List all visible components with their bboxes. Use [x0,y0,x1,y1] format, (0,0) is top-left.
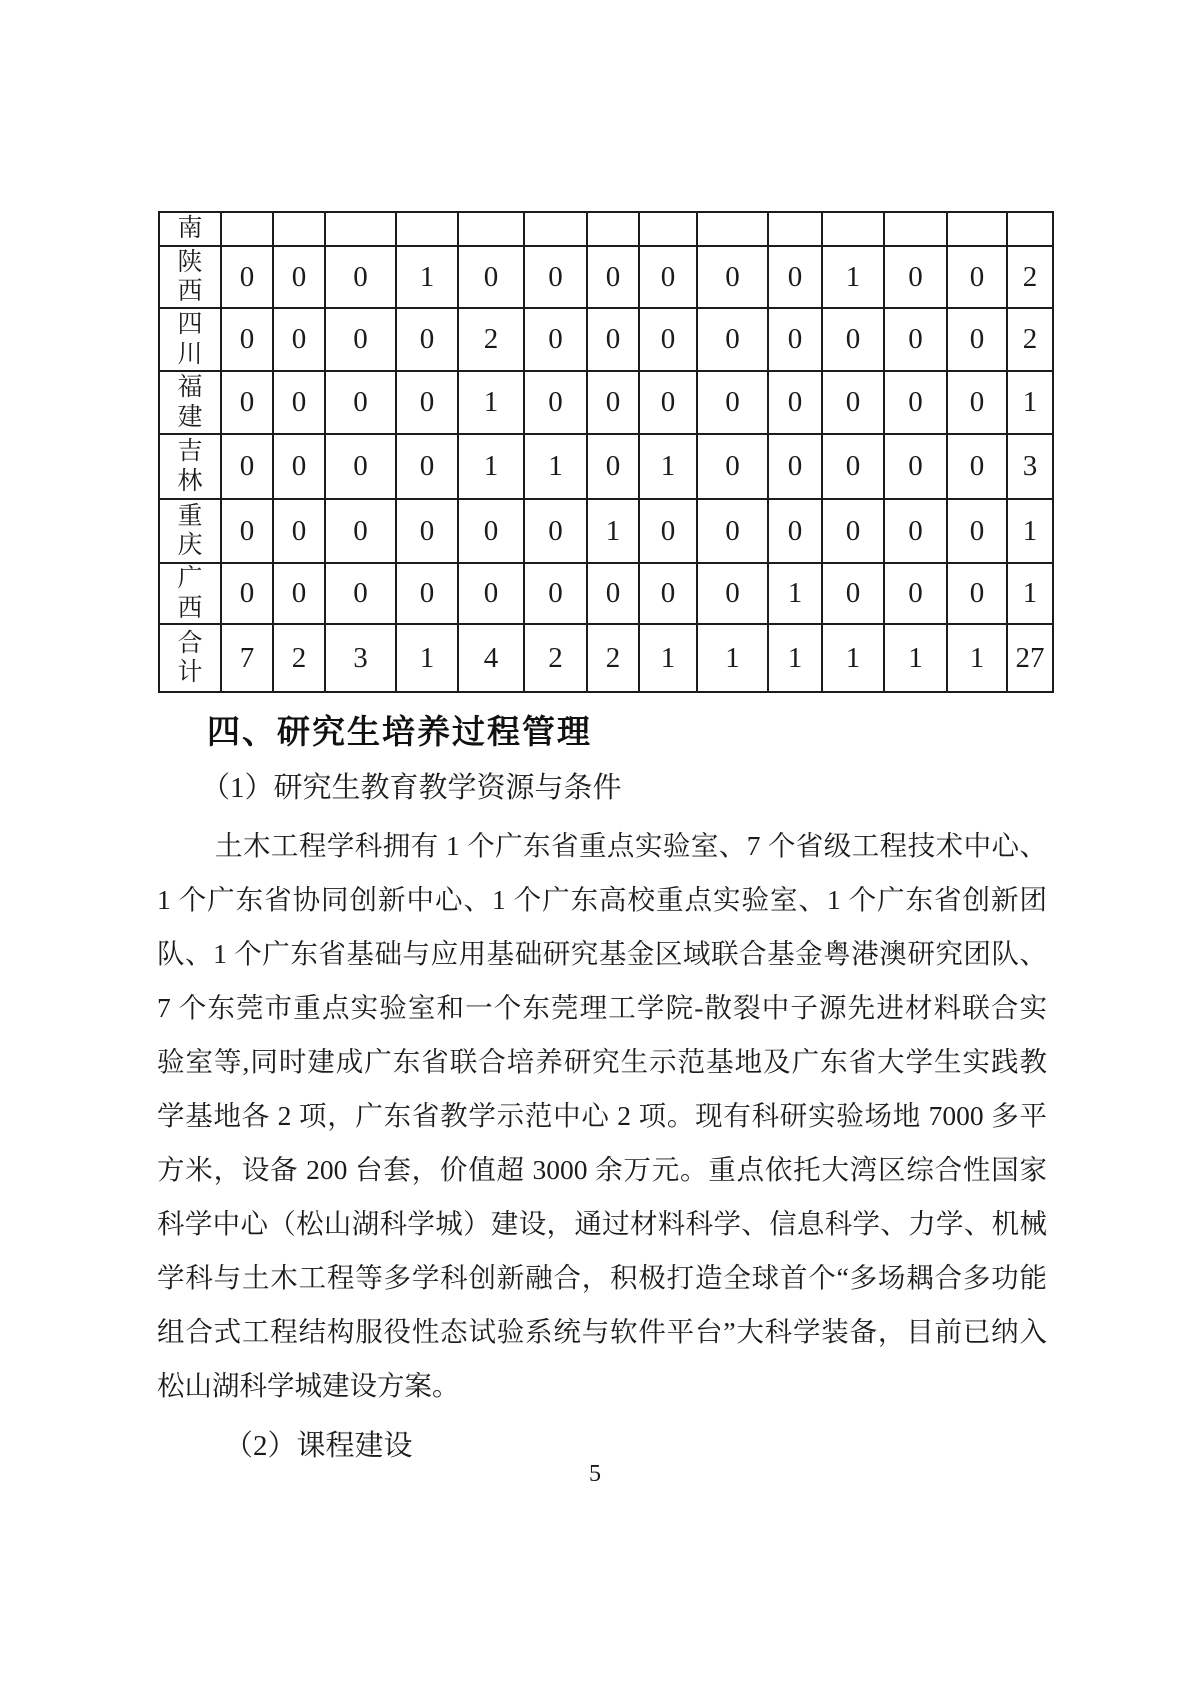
table-cell: 2 [273,624,325,692]
table-cell: 1 [639,434,697,499]
table-cell: 0 [458,499,524,563]
table-cell: 0 [768,371,822,434]
table-cell: 1 [458,371,524,434]
table-cell [587,212,639,246]
paragraph-line: 土木工程学科拥有 1 个广东省重点实验室、7 个省级工程技术中心、 [215,830,1047,861]
table-cell [1007,212,1053,246]
table-cell: 0 [273,499,325,563]
table-cell: 0 [947,499,1007,563]
table-cell: 1 [768,624,822,692]
table-cell: 1 [396,624,458,692]
table-cell: 0 [273,371,325,434]
table-cell: 1 [1007,371,1053,434]
table-row [159,371,1053,434]
table-cell: 0 [273,246,325,308]
table-cell: 0 [524,308,587,371]
table-cell: 0 [273,563,325,624]
table-cell: 0 [697,499,768,563]
table-cell: 0 [947,434,1007,499]
table-cell: 0 [697,308,768,371]
table-cell: 0 [325,371,396,434]
table-cell: 1 [524,434,587,499]
table-cell [639,212,697,246]
table-cell: 2 [524,624,587,692]
table-cell: 1 [947,624,1007,692]
table-cell [273,212,325,246]
table-cell: 1 [1007,563,1053,624]
table-cell: 0 [768,308,822,371]
table-cell: 1 [396,246,458,308]
table-cell: 0 [221,371,273,434]
table-cell: 0 [524,371,587,434]
table-cell: 0 [221,499,273,563]
table-cell: 0 [587,308,639,371]
table-cell: 0 [639,499,697,563]
table-cell: 0 [221,246,273,308]
table-cell: 0 [822,499,884,563]
table-cell: 0 [396,499,458,563]
section-heading: 四、研究生培养过程管理 [207,713,592,750]
table-row [159,434,1053,499]
table-cell: 0 [884,499,947,563]
table-cell: 0 [273,434,325,499]
table-cell: 0 [884,434,947,499]
table-cell: 0 [884,563,947,624]
table-cell: 0 [221,308,273,371]
table-row-label: 吉林 [159,434,221,499]
table-cell: 0 [768,499,822,563]
table-row-label: 南 [159,212,221,246]
table-cell: 0 [325,434,396,499]
body-paragraph [157,819,1047,1413]
table-cell: 1 [768,563,822,624]
table-cell: 0 [396,563,458,624]
table-cell: 0 [524,563,587,624]
paragraph-line: 松山湖科学城建设方案。 [157,1370,460,1401]
paragraph-line: 科学中心（松山湖科学城）建设，通过材料科学、信息科学、力学、机械 [157,1208,1047,1239]
table-cell: 2 [1007,246,1053,308]
table-row [159,624,1053,692]
table-cell: 1 [822,246,884,308]
table-row [159,308,1053,371]
table-cell: 0 [221,563,273,624]
table-cell: 0 [639,246,697,308]
table-cell: 0 [947,246,1007,308]
table-cell: 0 [822,308,884,371]
table-cell: 0 [273,308,325,371]
table-row [159,212,1053,246]
table-cell: 0 [768,434,822,499]
table-cell: 1 [697,624,768,692]
table-row [159,499,1053,563]
table-cell [697,212,768,246]
table-cell: 1 [458,434,524,499]
table-cell: 27 [1007,624,1053,692]
table-cell: 3 [325,624,396,692]
table-row [159,246,1053,308]
table-cell: 0 [587,563,639,624]
table-cell: 1 [1007,499,1053,563]
table-cell: 0 [524,246,587,308]
table-cell: 0 [325,308,396,371]
paragraph-line: 方米，设备 200 台套，价值超 3000 余万元。重点依托大湾区综合性国家 [157,1154,1047,1185]
paragraph-line: 队、1 个广东省基础与应用基础研究基金区域联合基金粤港澳研究团队、 [157,938,1047,969]
table-cell: 0 [768,246,822,308]
table-cell: 0 [325,499,396,563]
table-cell: 2 [1007,308,1053,371]
table-cell: 0 [884,371,947,434]
table-cell [221,212,273,246]
table-row-label: 重庆 [159,499,221,563]
table-cell: 0 [587,246,639,308]
table-cell: 0 [639,563,697,624]
table-cell [884,212,947,246]
subheading-resources: （1）研究生教育教学资源与条件 [201,772,622,804]
table-cell: 1 [639,624,697,692]
subheading-courses: （2）课程建设 [224,1430,413,1462]
table-cell: 0 [884,246,947,308]
table-row-label: 陕西 [159,246,221,308]
table-cell: 0 [884,308,947,371]
paragraph-line: 学基地各 2 项，广东省教学示范中心 2 项。现有科研实验场地 7000 多平 [157,1100,1047,1131]
province-table [158,211,1054,693]
table-cell: 0 [822,434,884,499]
table-cell: 0 [221,434,273,499]
table-row-label: 合计 [159,624,221,692]
table-cell: 0 [524,499,587,563]
table-cell: 0 [697,371,768,434]
paragraph-line: 验室等,同时建成广东省联合培养研究生示范基地及广东省大学生实践教 [157,1046,1047,1077]
table-cell [947,212,1007,246]
table-cell: 0 [458,563,524,624]
table-cell: 0 [325,246,396,308]
table-cell: 0 [639,308,697,371]
table-cell: 0 [587,434,639,499]
table-row-label: 四川 [159,308,221,371]
table-cell: 1 [822,624,884,692]
province-table-body [159,212,1053,692]
table-cell: 0 [697,434,768,499]
table-cell [768,212,822,246]
paragraph-line: 7 个东莞市重点实验室和一个东莞理工学院-散裂中子源先进材料联合实 [157,992,1047,1023]
table-cell [396,212,458,246]
table-cell: 0 [396,434,458,499]
table-row-label: 广西 [159,563,221,624]
table-cell: 0 [947,371,1007,434]
paragraph-line: 组合式工程结构服役性态试验系统与软件平台”大科学装备，目前已纳入 [157,1316,1047,1347]
table-cell [524,212,587,246]
table-cell [325,212,396,246]
table-cell: 0 [697,563,768,624]
table-cell: 3 [1007,434,1053,499]
table-cell: 0 [947,563,1007,624]
table-row-label: 福建 [159,371,221,434]
table-cell: 0 [396,371,458,434]
paragraph-line: 学科与土木工程等多学科创新融合，积极打造全球首个“多场耦合多功能 [157,1262,1047,1293]
table-cell: 7 [221,624,273,692]
table-cell: 0 [396,308,458,371]
table-cell: 0 [822,563,884,624]
table-cell: 0 [587,371,639,434]
table-cell: 0 [325,563,396,624]
table-cell: 0 [458,246,524,308]
paragraph-line: 1 个广东省协同创新中心、1 个广东高校重点实验室、1 个广东省创新团 [157,884,1047,915]
table-cell: 0 [697,246,768,308]
table-cell [822,212,884,246]
table-cell: 0 [639,371,697,434]
table-cell: 0 [822,371,884,434]
table-cell: 2 [587,624,639,692]
table-cell: 1 [587,499,639,563]
table-cell [458,212,524,246]
table-cell: 4 [458,624,524,692]
page-number: 5 [589,1461,601,1487]
table-cell: 2 [458,308,524,371]
table-cell: 0 [947,308,1007,371]
table-row [159,563,1053,624]
table-cell: 1 [884,624,947,692]
